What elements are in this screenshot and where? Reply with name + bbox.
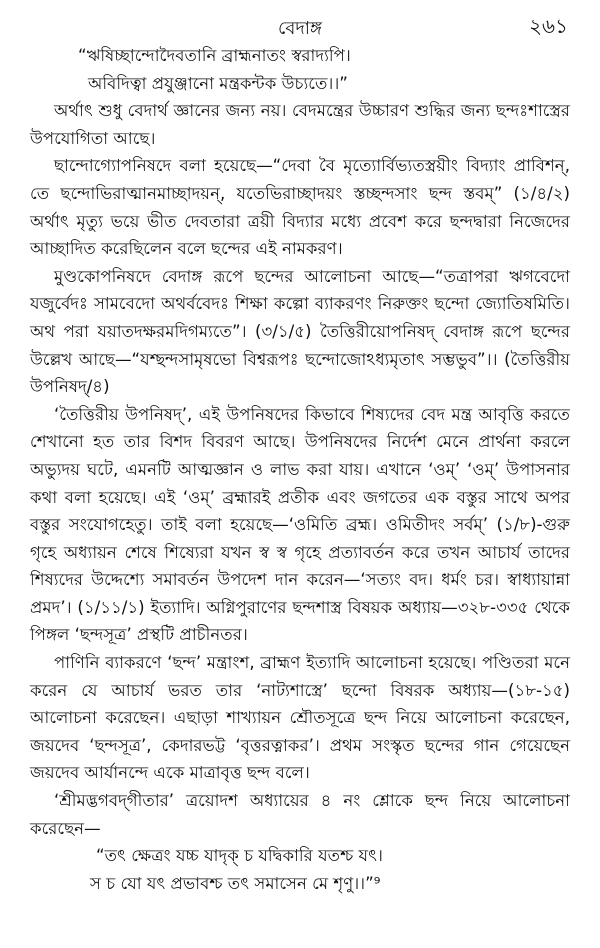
paragraph: ছান্দোগ্যোপনিষদে বলা হয়েছে—“দেবা বৈ মৃত্যোর্বিভ্যতস্ত্রয়ীং বিদ্যাং প্রাবিশন্‌, তে ছন্দোভিরাত্মানমাচ্ছাদয়ন্‌, যতেভিরাচ্ছাদয়ং স্তচ্ছন্দসাং ছন্দ স্তবম্” (১/৪/২) অর্থাৎ মৃত্যু ভয়ে ভীত দেবতারা ত্রয়ী বিদ্যার মধ্যে প্রবেশ করে ছন্দদ্বারা নিজেদের আচ্ছাদিত করেছিলেন বলে ছন্দের এই নামকরণ। [30, 156, 570, 259]
running-head: বেদাঙ্গ [278, 18, 322, 39]
verse-line: “ঋষিচ্ছান্দোদৈবতানি ব্রাহ্মনাতং স্বরাদ্যপি। [78, 46, 351, 65]
body-text [30, 42, 570, 897]
verse-line: অবিদিত্বা প্রযুঞ্জানো মন্ত্রকন্টক উচ্যতে।।” [88, 73, 348, 93]
paragraph: ‘শ্রীমদ্ভগবদ্‌গীতার’ ত্রয়োদশ অধ্যায়ের ৪ নং শ্লোকে ছন্দ নিয়ে আলোচনা করেছেন— [30, 791, 570, 838]
verse-line: “তৎ ক্ষেত্রং যচ্চ যাদৃক্‌ চ যদ্বিকারি যতশ্চ যৎ। [96, 846, 383, 866]
page-number: ২৬১ [529, 14, 568, 38]
verse-line: স চ যো যৎ প্রভাবশ্চ তৎ সমাসেন মে শৃণু।।”⁹ [90, 873, 381, 893]
paragraph: অর্থাৎ শুধু বেদার্থ জ্ঞানের জন্য নয়। বেদমন্ত্রের উচ্চারণ শুদ্ধির জন্য ছন্দঃশাস্ত্রের উপযোগিতা আছে। [30, 101, 570, 148]
paragraph: মুণ্ডকোপনিষদে বেদাঙ্গ রূপে ছন্দের আলোচনা আছে—“তত্রাপরা ঋগবেদো যজুর্বেদঃ সামবেদো অথর্ববেদঃ শিক্ষা কল্পো ব্যাকরণং নিরুক্তং ছন্দো জ্যোতিষমিতি। অথ পরা যয়াতদক্ষরমদিগম্যতে”। (৩/১/৫) তৈত্তিরীয়োপনিষদ্‌ বেদাঙ্গ রূপে ছন্দের উল্লেখ আছে—“যশ্ছন্দসামৃষভো বিশ্বরূপঃ ছন্দোজোঽধ্যমৃতাৎ সম্ভভুব”।। (তৈত্তিরীয় উপনিষদ্‌/৪) [30, 266, 570, 397]
page-header [30, 8, 570, 42]
paragraph: পাণিনি ব্যাকরণে ‘ছন্দ’ মন্ত্রাংশ, ব্রাহ্মণ ইত্যাদি আলোচনা হয়েছে। পণ্ডিতরা মনে করেন যে আচার্য ভরত তার ‘নাট্যশাস্ত্রে’ ছন্দো বিষরক অধ্যায়—(১৮-১৫) আলোচনা করেছেন। এছাড়া শাখ্যায়ন শ্রৌতসূত্রে ছন্দ নিয়ে আলোচনা করেছেন, জয়দেব ‘ছন্দসূত্র’, কেদারভট্ট ‘বৃত্তরত্নাকর’। প্রথম সংস্কৃত ছন্দের গান গেয়েছেন জয়দেব আর্যানন্দে একে মাত্রাবৃত্ত ছন্দ বলে। [30, 653, 570, 783]
paragraph: ‘তৈত্তিরীয় উপনিষদ্’, এই উপনিষদের কিভাবে শিষ্যদের বেদ মন্ত্র আবৃত্তি করতে শেখানো হত তার বিশদ বিবরণ আছে। উপনিষদের নির্দেশ মেনে প্রার্থনা করলে অভ্যুদয় ঘটে, এমনটি আত্মজ্ঞান ও লাভ করা যায়। এখানে ‘ওম্’ ‘ওম্’ উপাসনার কথা বলা হয়েছে। এই ‘ওম্’ ব্রহ্মারই প্রতীক এবং জগতের এক বস্তুর সাথে অপর বস্তুর সংযোগহেতু। তাই বলা হয়েছে—‘ওমিতি ব্রহ্ম। ওমিতীদং সর্বম্’ (১/৮)-গুরু গৃহে অধ্যায়ন শেষে শিষ্যেরা যখন স্ব স্ব গৃহে প্রত্যাবর্তন করে তখন আচার্য তাদের শিষ্যদের উদ্দেশ্যে সমাবর্তন উপদেশ দান করেন—‘সত্যং বদ। ধর্মং চর। স্বাধ্যায়ান্না প্রমদ’। (১/১১/১) ইত্যাদি। অগ্নিপুরাণের ছন্দশাস্ত্র বিষয়ক অধ্যায়—৩২৮-৩৩৫ থেকে পিঙ্গল ‘ছন্দসূত্র’ প্রস্থটি প্রাচীনতর। [30, 404, 570, 645]
